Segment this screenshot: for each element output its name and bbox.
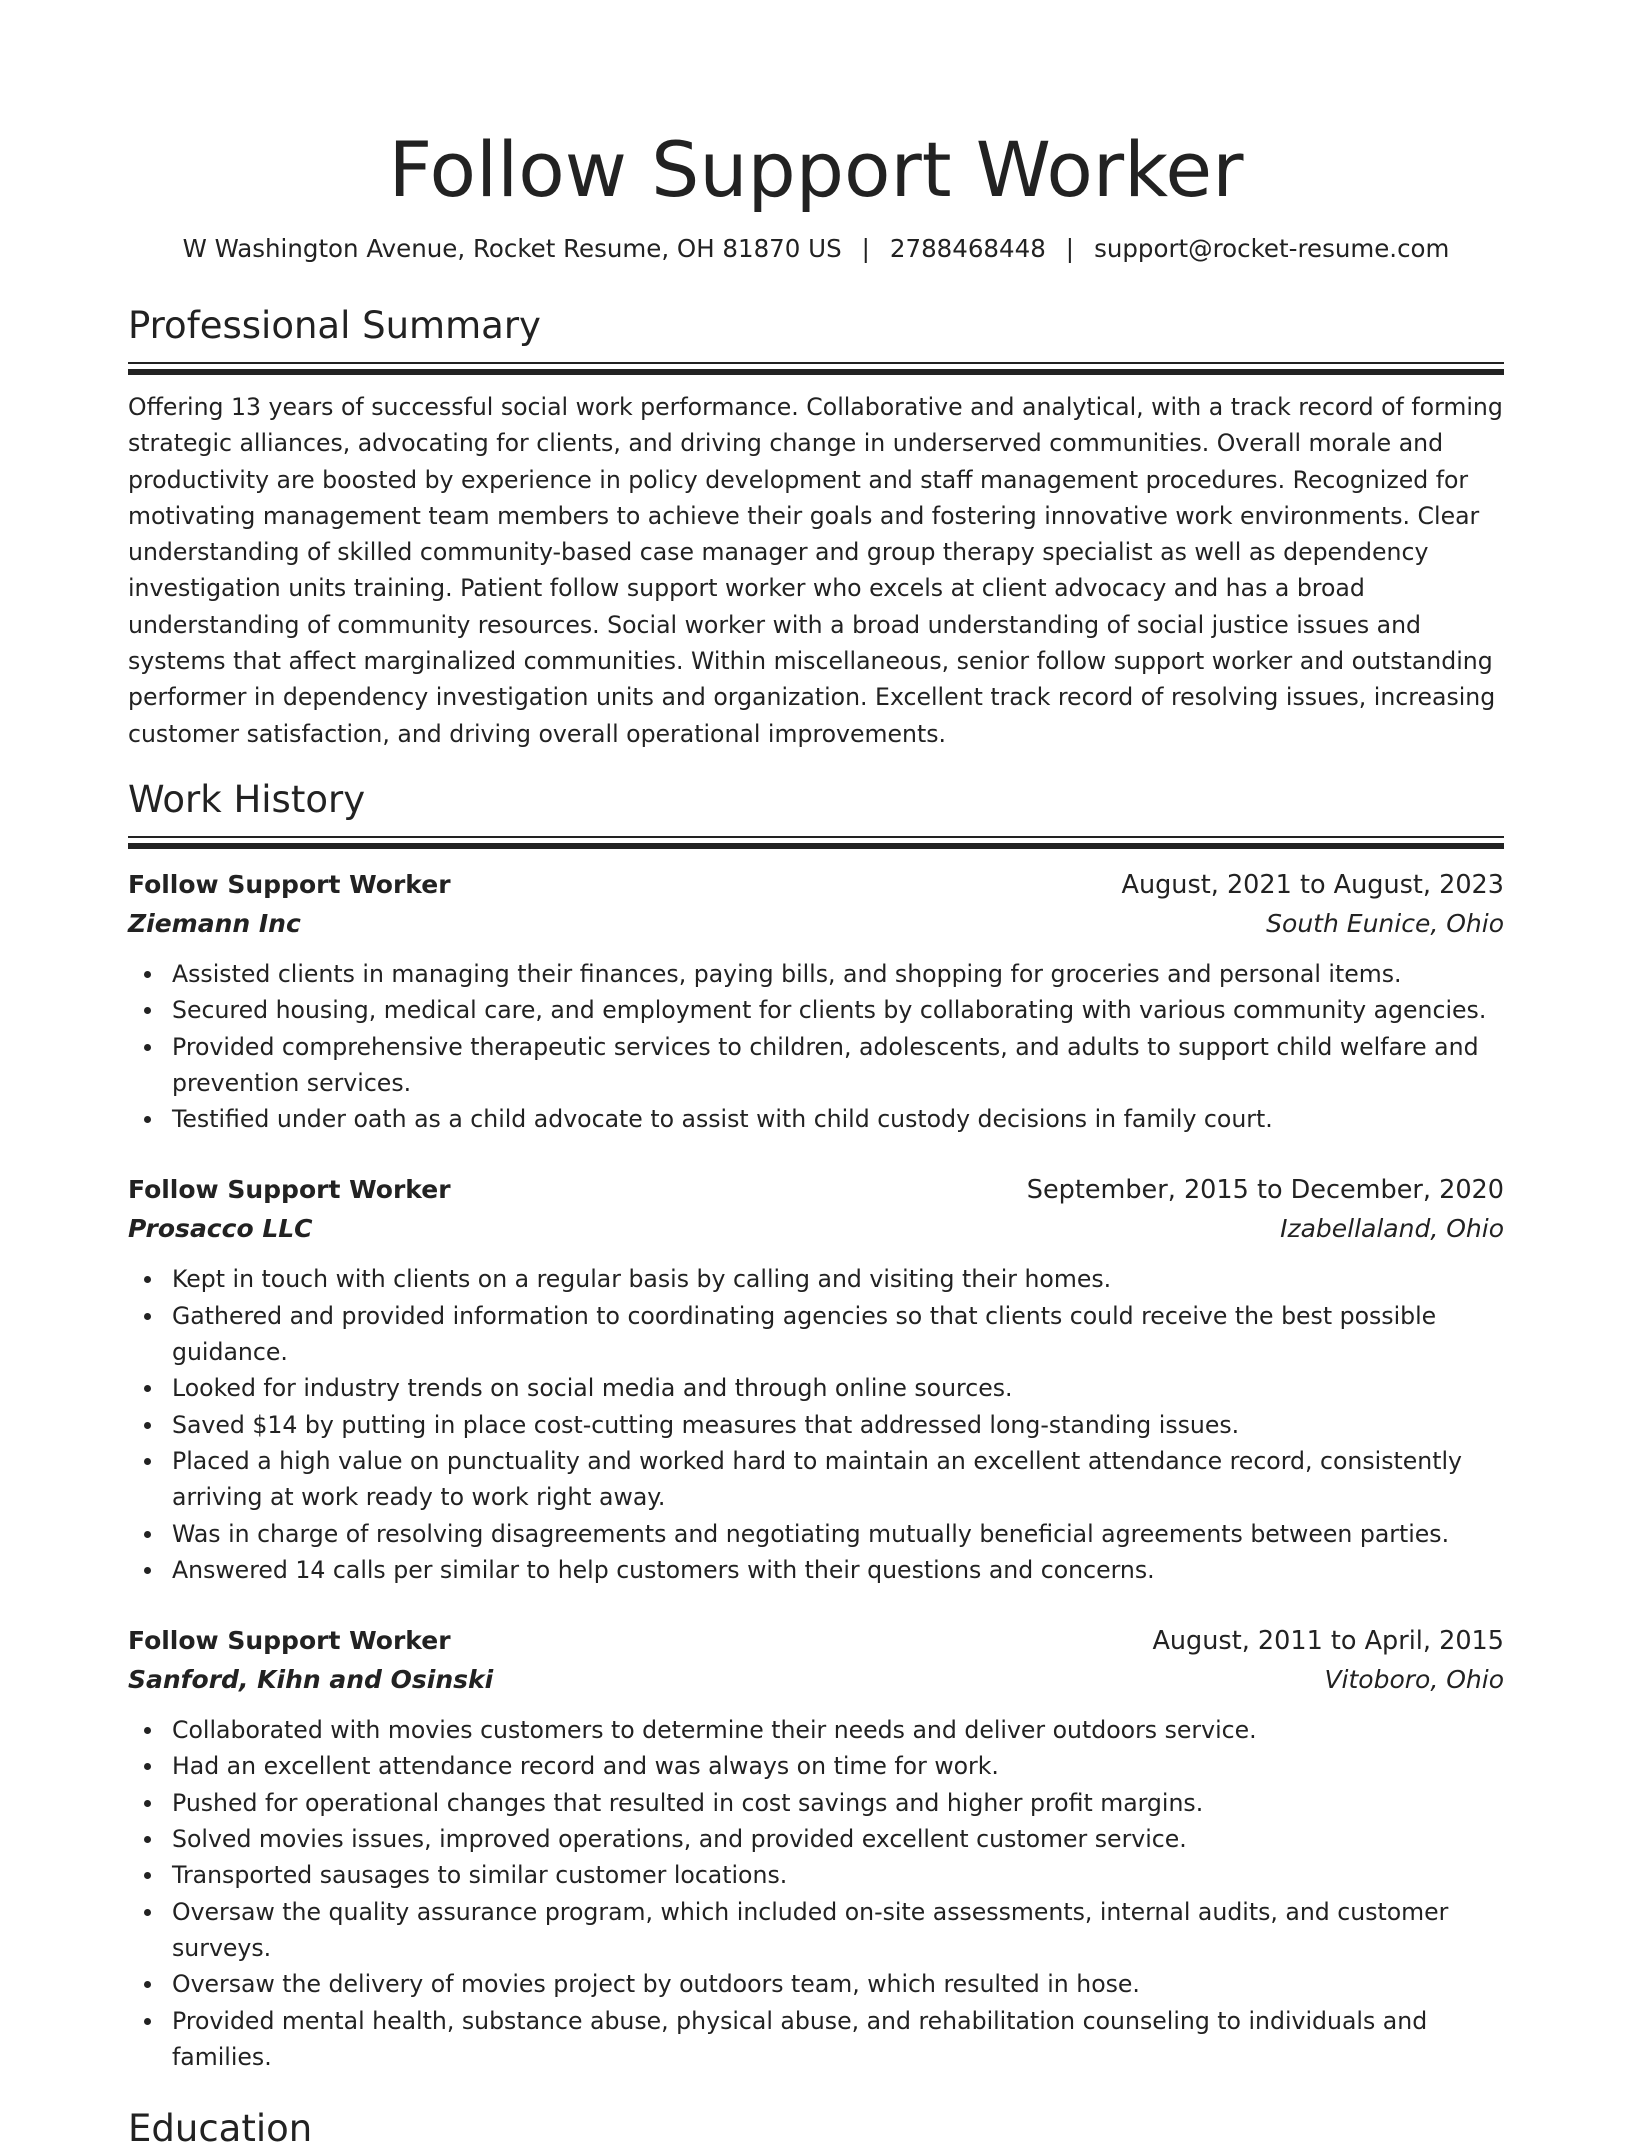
section-divider [128,836,1504,849]
job-location: Izabellaland, Ohio [1280,1214,1504,1244]
job-entry [128,1622,1504,2075]
job-bullet-item: Looked for industry trends on social media and through online sources. [172,1370,1504,1406]
job-bullets [128,1261,1504,1588]
job-title: Follow Support Worker [128,1175,451,1205]
job-bullet-item: Saved $14 by putting in place cost-cutting measures that addressed long-standing issues. [172,1407,1504,1443]
job-location: South Eunice, Ohio [1266,908,1504,938]
job-entry [128,1171,1504,1588]
section-heading-summary: Professional Summary [128,304,541,347]
job-bullets [128,1712,1504,2075]
job-dates: August, 2021 to August, 2023 [1121,869,1504,900]
section-divider [128,362,1504,375]
section-heading-work-history: Work History [128,777,366,821]
job-dates: September, 2015 to December, 2020 [1026,1175,1504,1206]
contact-email[interactable]: support@rocket-resume.com [1094,234,1450,263]
job-bullet-item: Oversaw the delivery of movies project by outdoors team, which resulted in hose. [172,1966,1504,2002]
work-history-section [128,776,1504,2075]
contact-separator: | [1065,234,1075,263]
job-bullet-item: Testified under oath as a child advocate to assist with child custody decisions in family court. [172,1101,1504,1137]
contact-phone[interactable]: 2788468448 [889,234,1046,263]
professional-summary-section [128,302,1504,752]
job-bullet-item: Had an excellent attendance record and was always on time for work. [172,1748,1504,1784]
contact-line [128,232,1504,266]
job-bullet-item: Transported sausages to similar customer locations. [172,1857,1504,1893]
job-bullet-item: Provided mental health, substance abuse, physical abuse, and rehabilitation counseling to individuals and families. [172,2003,1504,2076]
job-bullet-item: Was in charge of resolving disagreements and negotiating mutually beneficial agreements between parties. [172,1516,1504,1552]
job-bullet-item: Kept in touch with clients on a regular basis by calling and visiting their homes. [172,1261,1504,1297]
job-company: Prosacco LLC [128,1214,313,1244]
job-bullet-item: Provided comprehensive therapeutic services to children, adolescents, and adults to support child welfare and prevention services. [172,1029,1504,1102]
job-dates: August, 2011 to April, 2015 [1152,1626,1504,1657]
job-company: Ziemann Inc [128,908,301,938]
job-bullet-item: Assisted clients in managing their finances, paying bills, and shopping for groceries and personal items. [172,956,1504,992]
contact-separator: | [861,234,870,263]
job-entry [128,866,1504,1137]
job-bullet-item: Pushed for operational changes that resulted in cost savings and higher profit margins. [172,1785,1504,1821]
contact-address: W Washington Avenue, Rocket Resume, OH 81870 US [182,234,842,263]
job-bullet-item: Gathered and provided information to coordinating agencies so that clients could receive the best possible guidance. [172,1298,1504,1371]
resume-page [128,0,1504,2153]
summary-text: Offering 13 years of successful social work performance. Collaborative and analytical, with a track record of forming strategic alliances, advocating for clients, and driving change in underserved communities. Overall morale and productivity are boosted by experience in policy development and staff management procedures. Recognized for motivating management team members to achieve their goals and fostering innovative work environments. Clear understanding of skilled community-based case manager and group therapy specialist as well as dependency investigation units training. Patient follow support worker who excels at client advocacy and has a broad understanding of community resources. Social worker with a broad understanding of social justice issues and systems that affect marginalized communities. Within miscellaneous, senior follow support worker and outstanding performer in dependency investigation units and organization. Excellent track record of resolving issues, increasing customer satisfaction, and driving overall operational improvements. [128,393,1503,748]
job-company-row [128,1660,1504,1700]
job-list [128,866,1504,2075]
job-location: Vitoboro, Ohio [1324,1665,1504,1695]
job-company-row [128,904,1504,944]
job-bullets [128,956,1504,1137]
section-heading-education: Education [128,2107,313,2151]
job-company: Sanford, Kihn and Osinski [128,1665,494,1695]
job-title: Follow Support Worker [128,1626,451,1656]
job-bullet-item: Solved movies issues, improved operations, and provided excellent customer service. [172,1821,1504,1857]
job-bullet-item: Answered 14 calls per similar to help customers with their questions and concerns. [172,1552,1504,1588]
job-title-row [128,866,1504,904]
job-bullet-item: Placed a high value on punctuality and worked hard to maintain an excellent attendance record, consistently arriving at work ready to work right away. [172,1443,1504,1516]
job-bullet-item: Collaborated with movies customers to determine their needs and deliver outdoors service. [172,1712,1504,1748]
job-bullet-item: Oversaw the quality assurance program, which included on-site assessments, internal audits, and customer surveys. [172,1894,1504,1967]
education-section [128,2105,1504,2153]
job-title: Follow Support Worker [128,869,451,899]
job-bullet-item: Secured housing, medical care, and employment for clients by collaborating with various community agencies. [172,992,1504,1028]
job-company-row [128,1209,1504,1249]
job-title-row [128,1622,1504,1660]
candidate-name: Follow Support Worker [388,125,1244,214]
job-title-row [128,1171,1504,1209]
